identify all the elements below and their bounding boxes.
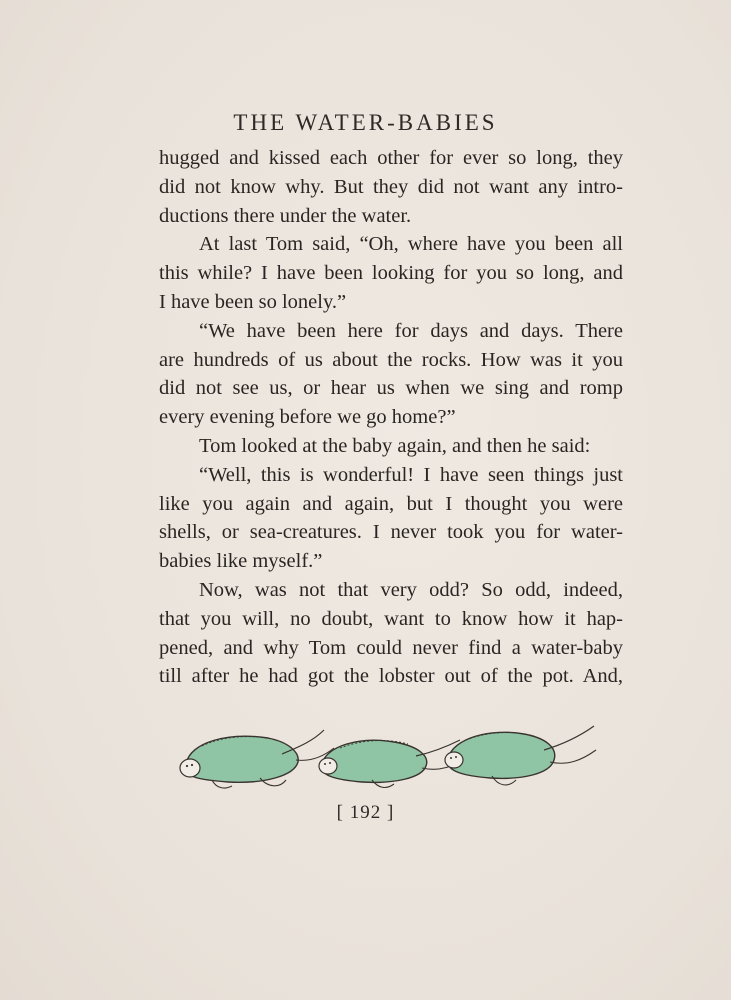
text-line: pened, and why Tom could never find a water-baby <box>159 636 623 659</box>
text-line: At last Tom said, “Oh, where have you been all <box>199 233 623 256</box>
text-line: “We have been here for days and days. There <box>199 319 623 342</box>
text-line: that you will, no doubt, want to know how it hap- <box>159 607 623 630</box>
text-line: “Well, this is wonderful! I have seen things just <box>199 463 623 486</box>
text-line: ductions there under the water. <box>159 204 412 227</box>
text-line: babies like myself.” <box>159 550 323 573</box>
text-line: hugged and kissed each other for ever so long, they <box>159 147 623 169</box>
water-babies-illustration <box>172 718 602 798</box>
text-line: are hundreds of us about the rocks. How was it you <box>159 348 623 371</box>
text-line: did not see us, or hear us when we sing and romp <box>159 377 623 400</box>
text-line: shells, or sea-creatures. I never took you for water- <box>159 521 623 544</box>
text-line: Now, was not that very odd? So odd, indeed, <box>199 578 623 601</box>
body-text <box>159 144 623 691</box>
text-line: like you again and again, but I thought you were <box>159 492 623 515</box>
swimming-figure-3 <box>445 726 596 785</box>
text-line: did not know why. But they did not want any intro- <box>159 175 623 198</box>
text-line: this while? I have been looking for you so long, and <box>159 262 623 285</box>
running-head: THE WATER-BABIES <box>233 110 498 135</box>
text-line: every evening before we go home?” <box>159 406 456 429</box>
swimming-figure-1 <box>180 730 334 788</box>
text-line: I have been so lonely.” <box>159 290 347 313</box>
swimming-figure-2 <box>319 740 466 787</box>
text-line: till after he had got the lobster out of the pot. And, <box>159 665 623 688</box>
text-line: Tom looked at the baby again, and then he said: <box>199 434 591 457</box>
page-number: [ 192 ] <box>336 802 395 823</box>
